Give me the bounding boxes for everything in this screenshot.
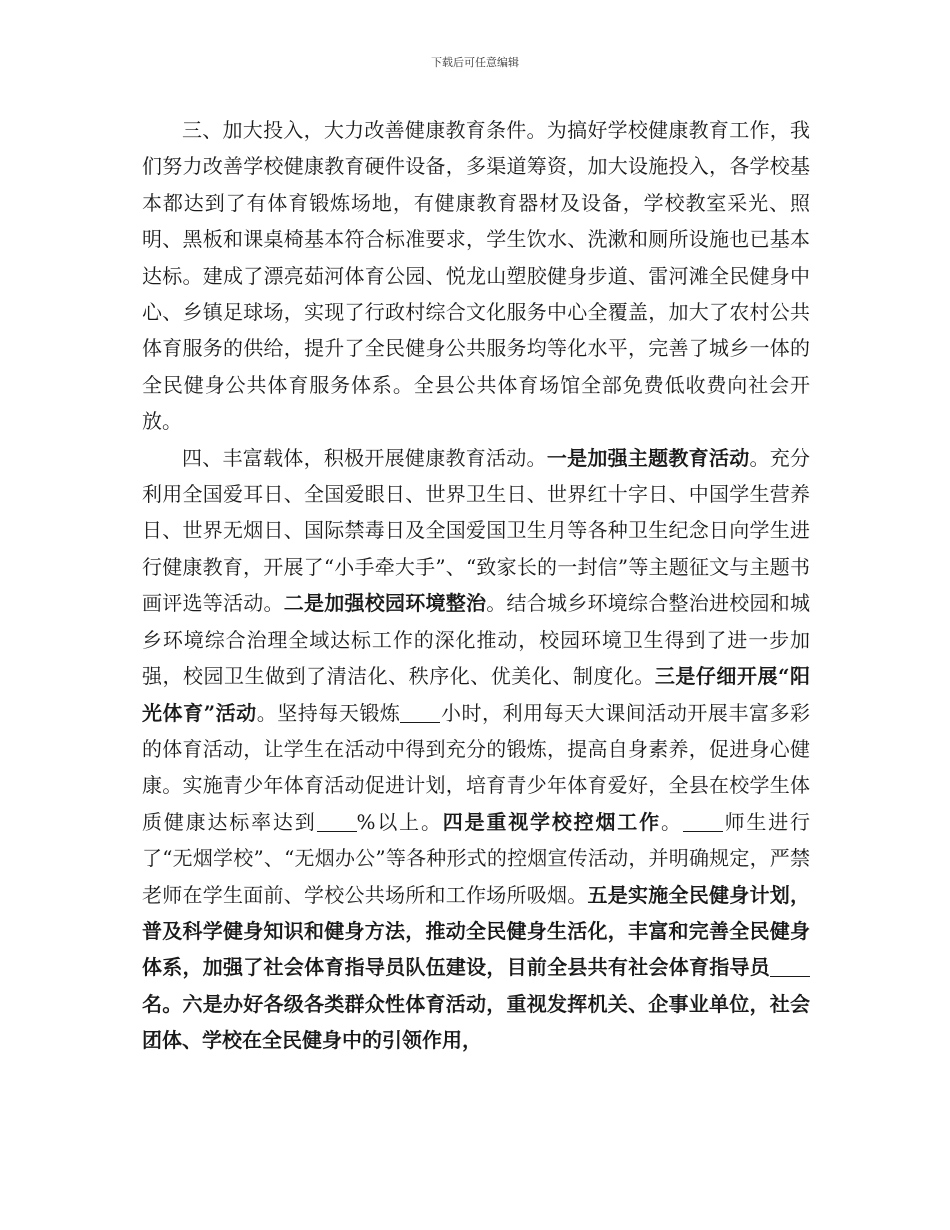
- bold-text-segment: 五是实施全民健身计划，普及科学健身知识和健身方法，推动全民健身生活化，丰富和完善全民健身体系，加强了社会体育指导员队伍建设，目前全县共有社会体育指导员: [142, 882, 810, 980]
- text-segment: 。充分利用全国爱耳日、全国爱眼日、世界卫生日、世界红十字日、中国学生营养日、世界无烟日、国际禁毒日及全国爱国卫生月等各种卫生纪念日向学生进行健康教育，开展了“小手牵大手”、“致家长的一封信”等主题征文与主题书画评选等活动。: [142, 445, 811, 616]
- bold-text-segment: 一是加强主题教育活动: [546, 445, 750, 470]
- bold-text-segment: 名。六是办好各级各类群众性体育活动，重视发挥机关、企事业单位，社会团体、学校在全民健身中的引领作用，: [142, 991, 810, 1053]
- text-segment: 小时，利用每天大课间活动开展丰富多彩的体育活动，让学生在活动中得到充分的锻炼，提高自身素养，促进身心健康。实施青少年体育活动促进计划，培育青少年体育爱好，全县在校学生体质健康达标率达到: [142, 700, 811, 834]
- bold-text-segment: 二是加强校园环境整治: [283, 591, 487, 616]
- document-body: [142, 112, 810, 1059]
- fill-in-blank: [400, 702, 440, 723]
- text-segment: 三、加大投入，大力改善健康教育条件。为搞好学校健康教育工作，我们努力改善学校健康教育硬件设备，多渠道筹资，加大设施投入，各学校基本都达到了有体育锻炼场地，有健康教育器材及设备，学校教室采光、照明、黑板和课桌椅基本符合标准要求，学生饮水、洗漱和厕所设施也已基本达标。建成了漂亮茹河体育公园、悦龙山塑胶健身步道、雷河滩全民健身中心、乡镇足球场，实现了行政村综合文化服务中心全覆盖，加大了农村公共体育服务的供给，提升了全民健身公共服务均等化水平，完善了城乡一体的全民健身公共体育服务体系。全县公共体育场馆全部免费低收费向社会开放。: [142, 118, 810, 434]
- fill-in-blank: [317, 811, 357, 832]
- text-segment: %以上。: [356, 809, 443, 834]
- fill-in-blank: [683, 811, 723, 832]
- text-segment: 。坚持每天锻炼: [256, 700, 401, 725]
- text-segment: 。结合城乡环境综合整治进校园和城乡环境综合治理全域达标工作的深化推动，校园环境卫生得到了进一步加强，校园卫生做到了清洁化、秩序化、优美化、制度化。: [142, 591, 810, 689]
- paragraph-3: [142, 112, 810, 440]
- page-header: 下载后可任意编辑: [431, 56, 519, 69]
- fill-in-blank: [770, 956, 810, 977]
- text-segment: 。: [660, 809, 683, 834]
- paragraph-4: [142, 440, 810, 1059]
- text-segment: 师生进行了“无烟学校”、“无烟办公”等各种形式的控烟宣传活动，并明确规定，严禁老师在学生面前、学校公共场所和工作场所吸烟。: [142, 809, 811, 907]
- text-segment: 四、丰富载体，积极开展健康教育活动。: [182, 445, 547, 470]
- bold-text-segment: 三是仔细开展“阳光体育”活动: [142, 664, 811, 725]
- bold-text-segment: 四是重视学校控烟工作: [442, 809, 661, 834]
